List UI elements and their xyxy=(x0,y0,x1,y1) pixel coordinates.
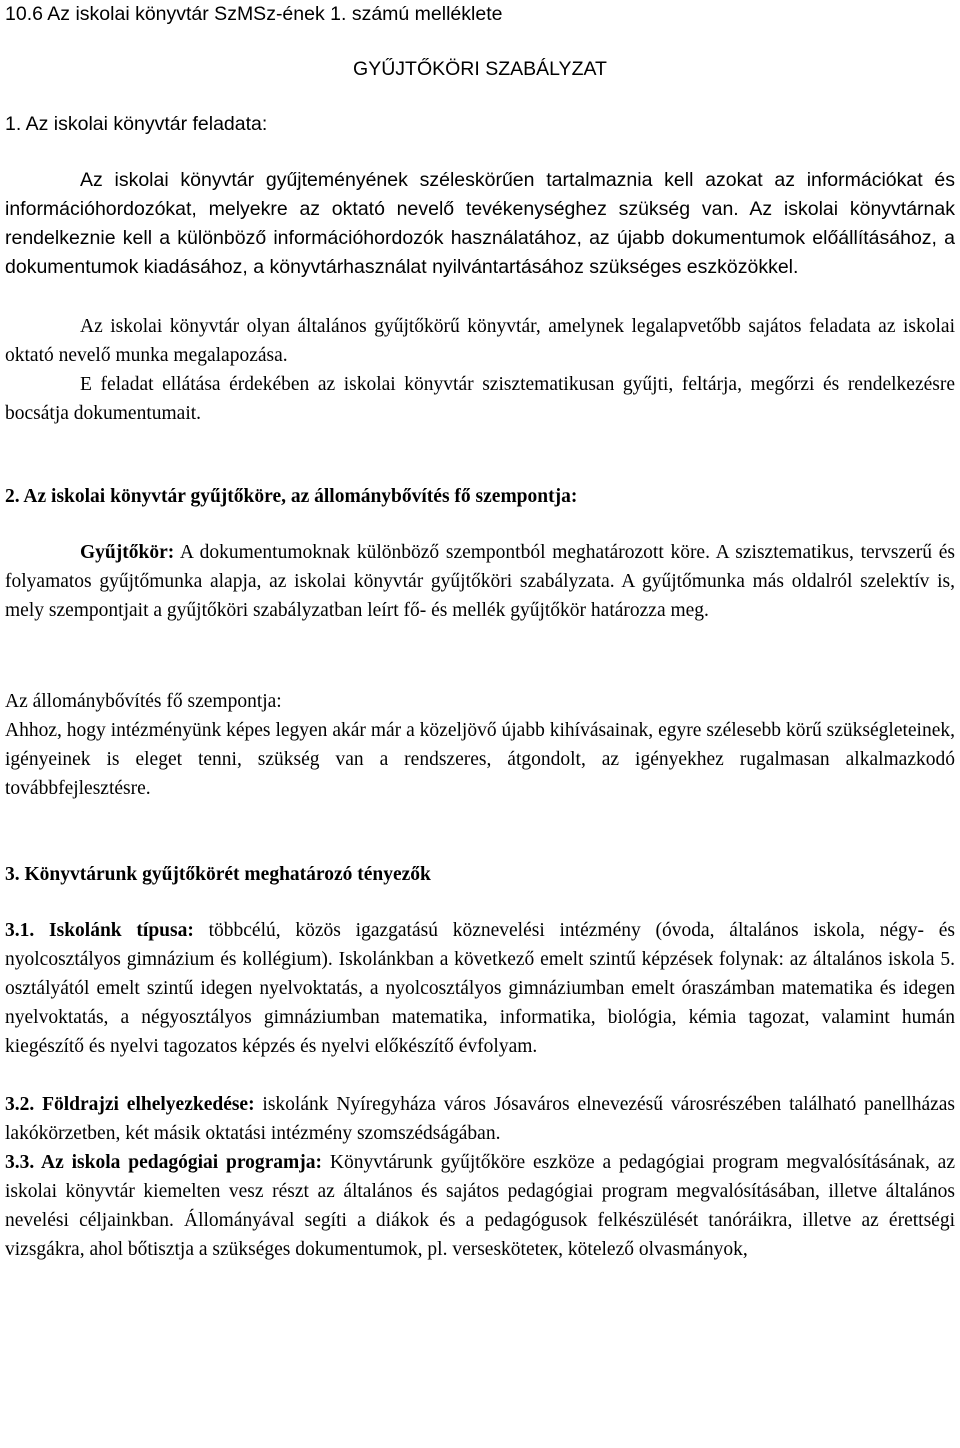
section-1-paragraph-2: Az iskolai könyvtár olyan általános gyűjtőkörű könyvtár, amelynek legalapvetőbb sajátos feladata az iskolai oktató nevelő munka megalapozása. xyxy=(5,316,955,366)
section-2-paragraph-1 xyxy=(5,538,955,625)
section-3-2-text: iskolánk Nyíregyháza város Jósaváros elnevezésű városrészében található panellházas lakókörzetben, két másik oktatási intézmény szomszédságában. xyxy=(5,1094,955,1144)
document-title: GYŰJTŐKÖRI SZABÁLYZAT xyxy=(353,58,607,80)
section-3-3 xyxy=(5,1148,955,1264)
document-page xyxy=(5,0,955,1264)
section-3-2-label: 3.2. Földrajzi elhelyezkedése: xyxy=(5,1094,255,1115)
section-3-3-label: 3.3. Az iskola pedagógiai programja: xyxy=(5,1152,323,1173)
section-2-subheading: Az állománybővítés fő szempontja: xyxy=(5,691,282,712)
section-2-paragraph-1-text: A dokumentumoknak különböző szempontból meghatározott köre. A szisztematikus, tervszerű és folyamatos gyűjtőmunka alapja, az iskolai könyvtár gyűjtőköri szabályzata. A gyűjtőmunka más oldalról szelektív is, mely szempontjait a gyűjtőköri szabályzatban leírt fő- és mellék gyűjtőkör határozza meg. xyxy=(5,542,955,621)
section-2-heading: 2. Az iskolai könyvtár gyűjtőköre, az állománybővítés fő szempontja: xyxy=(5,486,578,507)
section-3-1-text: többcélú, közös igazgatású köznevelési intézmény (óvoda, általános iskola, négy- és nyolcosztályos gimnázium és kollégium). Iskolánkban a következő emelt szintű képzések folynak: az általános iskola 5. osztályától emelt szintű idegen nyelvoktatás, a nyolcosztályos gimnáziumban emelt óraszámban matematika és idegen nyelvoktatás, a négyosztályos gimnáziumban matematika, informatika, biológia, kémia tagozat, valamint humán kiegészítő és nyelvi tagozatos képzés és nyelvi előkészítő évfolyam. xyxy=(5,920,955,1057)
section-3-2 xyxy=(5,1090,955,1148)
term-gyujtokor: Gyűjtőkör: xyxy=(80,542,175,563)
section-3-3-text: Könyvtárunk gyűjtőköre eszköze a pedagógiai program megvalósításának, az iskolai könyvtár kiemelten vesz részt az általános és sajátos pedagógiai program megvalósításában, illetve általános nevelési céljainkban. Állományával segíti a diákok és a pedagógusok felkészülését tanóráikra, illetve az érettségi vizsgákra, ahol bőtisztja a szükséges dokumentumok, pl. versesköteteк, kötelező olvasmányok, xyxy=(5,1152,955,1260)
section-1-paragraph-3: E feladat ellátása érdekében az iskolai könyvtár szisztematikusan gyűjti, feltárja, megőrzi és rendelkezésre bocsátja dokumentumait. xyxy=(5,374,955,424)
appendix-line: 10.6 Az iskolai könyvtár SzMSz-ének 1. számú melléklete xyxy=(5,3,503,25)
section-1-paragraph-1: Az iskolai könyvtár gyűjteményének széleskörűen tartalmaznia kell azokat az információkat és információhordozókat, melyekre az oktató nevelő tevékenységhez szükség van. Az iskolai könyvtárnak rendelkeznie kell a különböző információhordozók használatához, az újabb dokumentumok előállításához, a dokumentumok kiadásához, a könyvtárhasználat nyilvántartásához szükséges eszközökkel. xyxy=(5,169,955,278)
section-3-1-label: 3.1. Iskolánk típusa: xyxy=(5,920,194,941)
section-1-heading: 1. Az iskolai könyvtár feladata: xyxy=(5,113,268,135)
section-3-heading: 3. Könyvtárunk gyűjtőkörét meghatározó tényezők xyxy=(5,864,431,885)
section-2-paragraph-2: Ahhoz, hogy intézményünk képes legyen akár már a közeljövő újabb kihívásainak, egyre szélesebb körű szükségleteinek, igényeinek is eleget tenni, szükség van a rendszeres, átgondolt, az igényekhez rugalmasan alkalmazkodó továbbfejlesztésre. xyxy=(5,720,955,799)
section-3-1 xyxy=(5,916,955,1061)
